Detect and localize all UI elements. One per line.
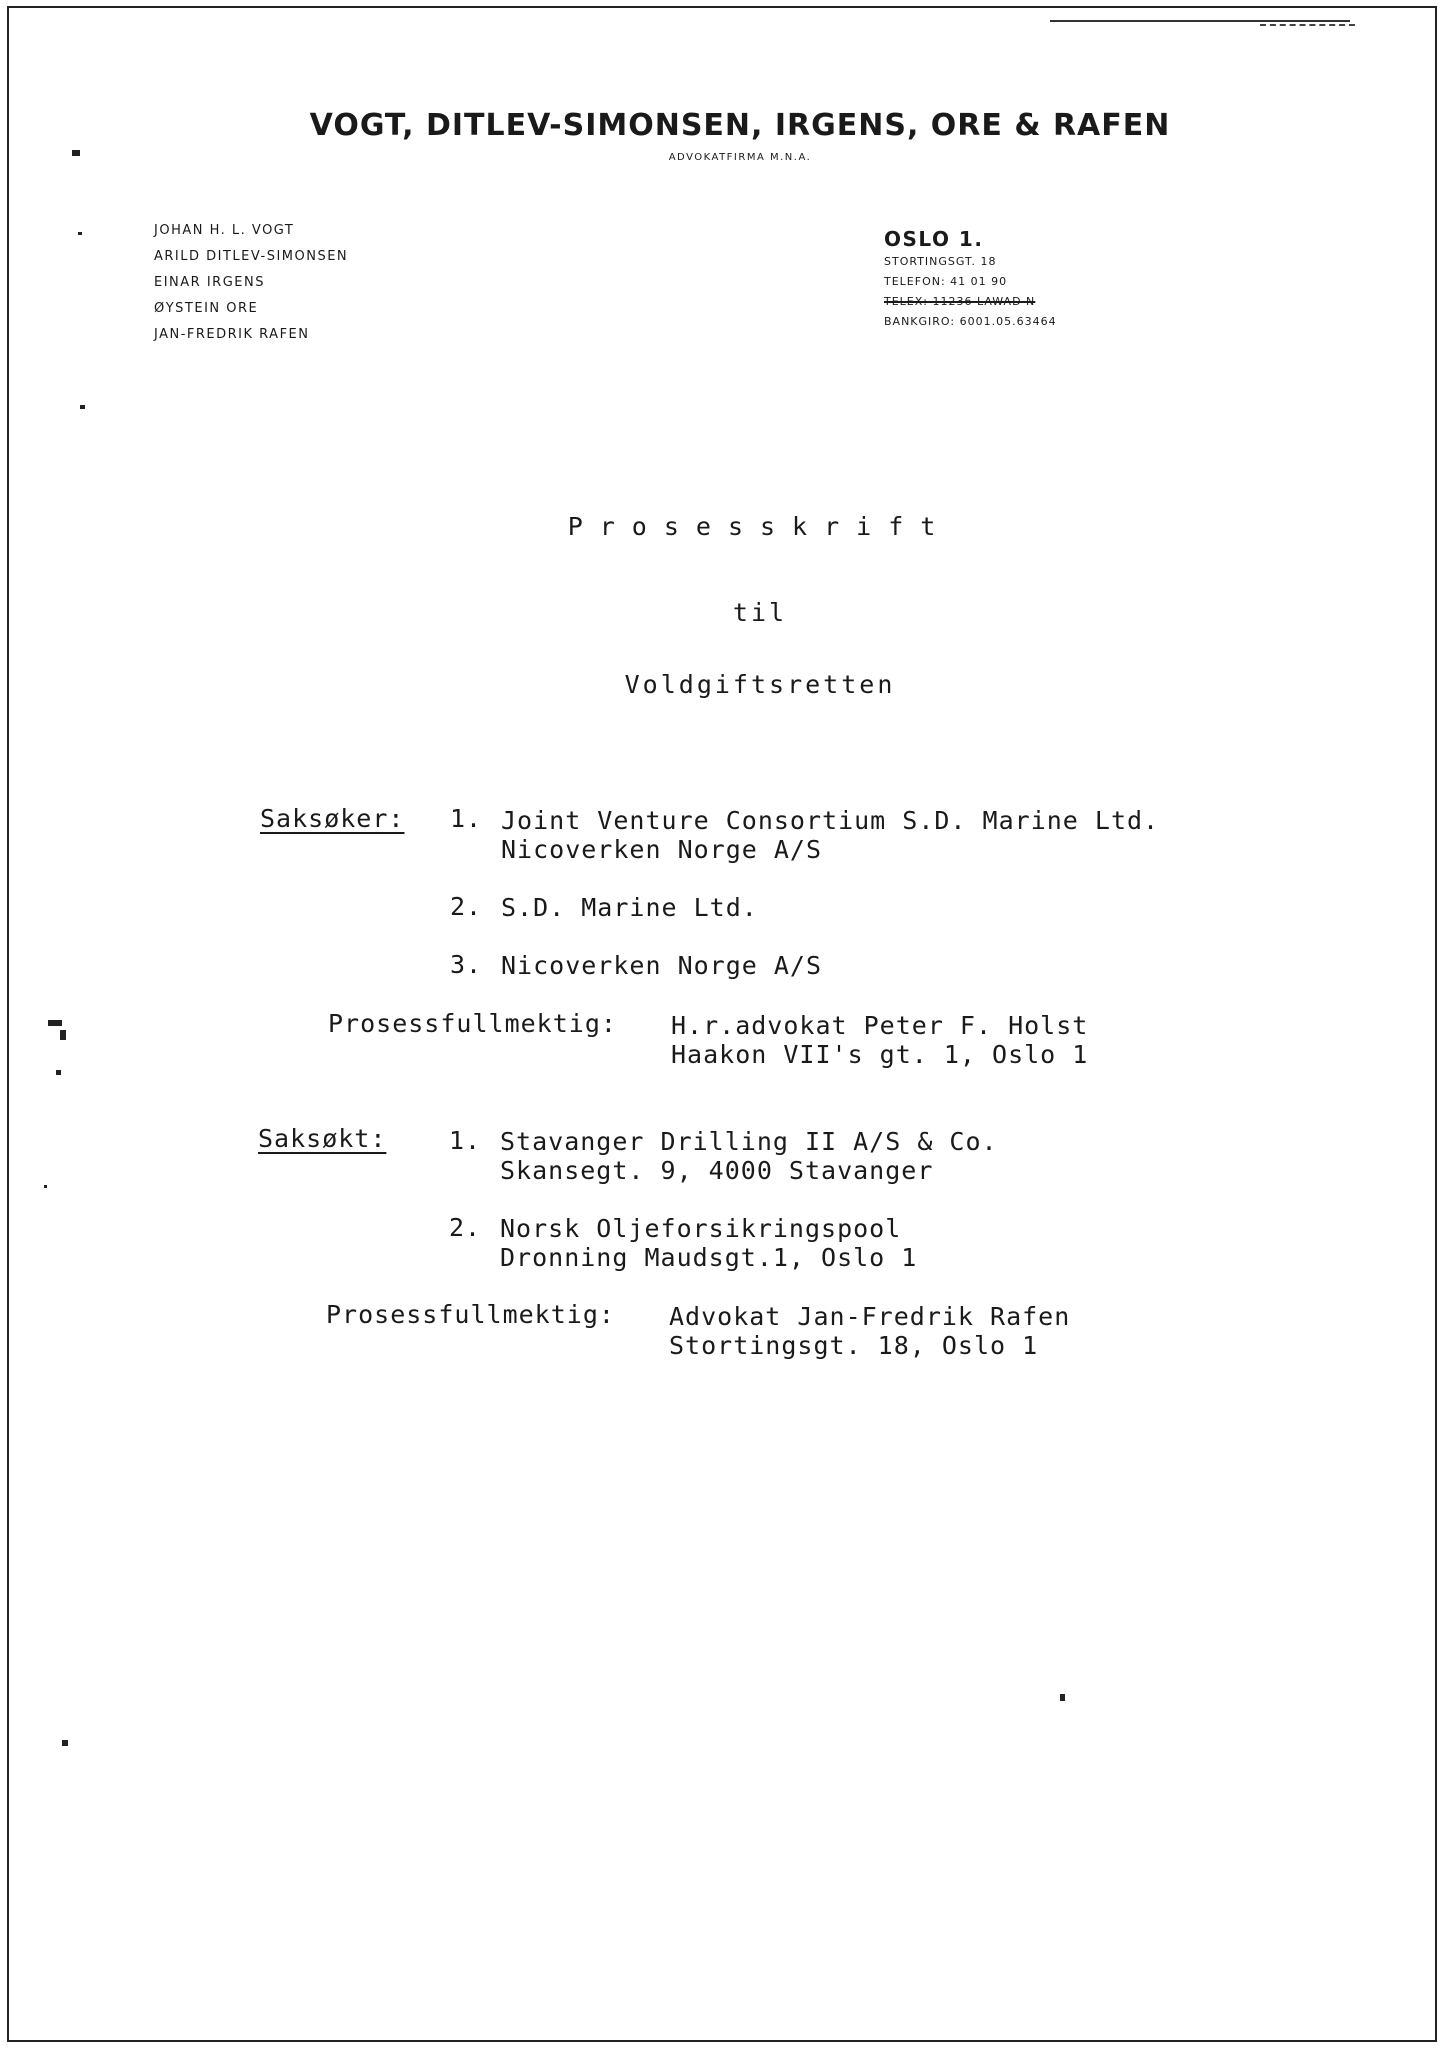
address-city: OSLO 1. [884,227,984,251]
address-telex: TELEX: 11236 LAWAD N [884,295,1036,308]
party-number: 3. [450,950,483,979]
scan-speck [48,1020,62,1026]
scan-speck [56,1070,61,1075]
party-line: Dronning Maudsgt.1, Oslo 1 [500,1243,918,1272]
partner-list [154,218,348,348]
partner-name: ØYSTEIN ORE [154,301,259,316]
counsel-label: Prosessfullmektig: [328,1009,617,1038]
address-telefon: TELEFON: 41 01 90 [884,275,1008,288]
defendant-label: Saksøkt: [258,1124,387,1153]
firm-name: VOGT, DITLEV-SIMONSEN, IRGENS, ORE & RAFEN [309,108,1171,143]
party-line: S.D. Marine Ltd. [501,893,758,922]
scan-border-bottom [8,2040,1436,2042]
document-title: Prosesskrift [567,512,953,541]
scan-speck [80,405,85,409]
scan-speck [44,1185,47,1188]
partner-name: JOHAN H. L. VOGT [154,223,295,238]
court-name: Voldgiftsretten [624,670,896,699]
party-line: Norsk Oljeforsikringspool [500,1214,902,1243]
party-line: Nicoverken Norge A/S [501,951,823,980]
title-til: til [732,598,788,627]
counsel-label: Prosessfullmektig: [326,1300,615,1329]
address-bankgiro: BANKGIRO: 6001.05.63464 [884,315,1057,328]
firm-address [884,226,1057,332]
scan-speck [78,232,82,235]
scan-mark-line [1050,20,1350,22]
counsel-line: Haakon VII's gt. 1, Oslo 1 [671,1040,1089,1069]
partner-name: JAN-FREDRIK RAFEN [154,327,310,342]
scan-speck [60,1030,66,1040]
counsel-line: Stortingsgt. 18, Oslo 1 [669,1331,1039,1360]
party-line: Skansegt. 9, 4000 Stavanger [500,1156,934,1185]
counsel-line: Advokat Jan-Fredrik Rafen [669,1302,1071,1331]
scan-speck [62,1740,68,1746]
scan-mark-dashes [1260,24,1355,26]
address-street: STORTINGSGT. 18 [884,255,997,268]
party-number: 2. [450,892,483,921]
scan-border-left [7,6,9,2042]
plaintiff-label: Saksøker: [260,804,405,833]
party-line: Joint Venture Consortium S.D. Marine Ltd. [501,806,1160,835]
scan-speck [72,150,80,156]
party-line: Stavanger Drilling II A/S & Co. [500,1127,998,1156]
party-number: 1. [449,1126,482,1155]
firm-subtitle: ADVOKATFIRMA M.N.A. [668,152,812,163]
counsel-line: H.r.advokat Peter F. Holst [671,1011,1089,1040]
party-line: Nicoverken Norge A/S [501,835,823,864]
party-number: 1. [450,804,483,833]
scan-speck [1060,1694,1065,1701]
scan-border-right [1435,6,1437,2042]
scan-border-top [8,6,1436,8]
partner-name: ARILD DITLEV-SIMONSEN [154,249,349,264]
party-number: 2. [449,1213,482,1242]
partner-name: EINAR IRGENS [154,275,265,290]
